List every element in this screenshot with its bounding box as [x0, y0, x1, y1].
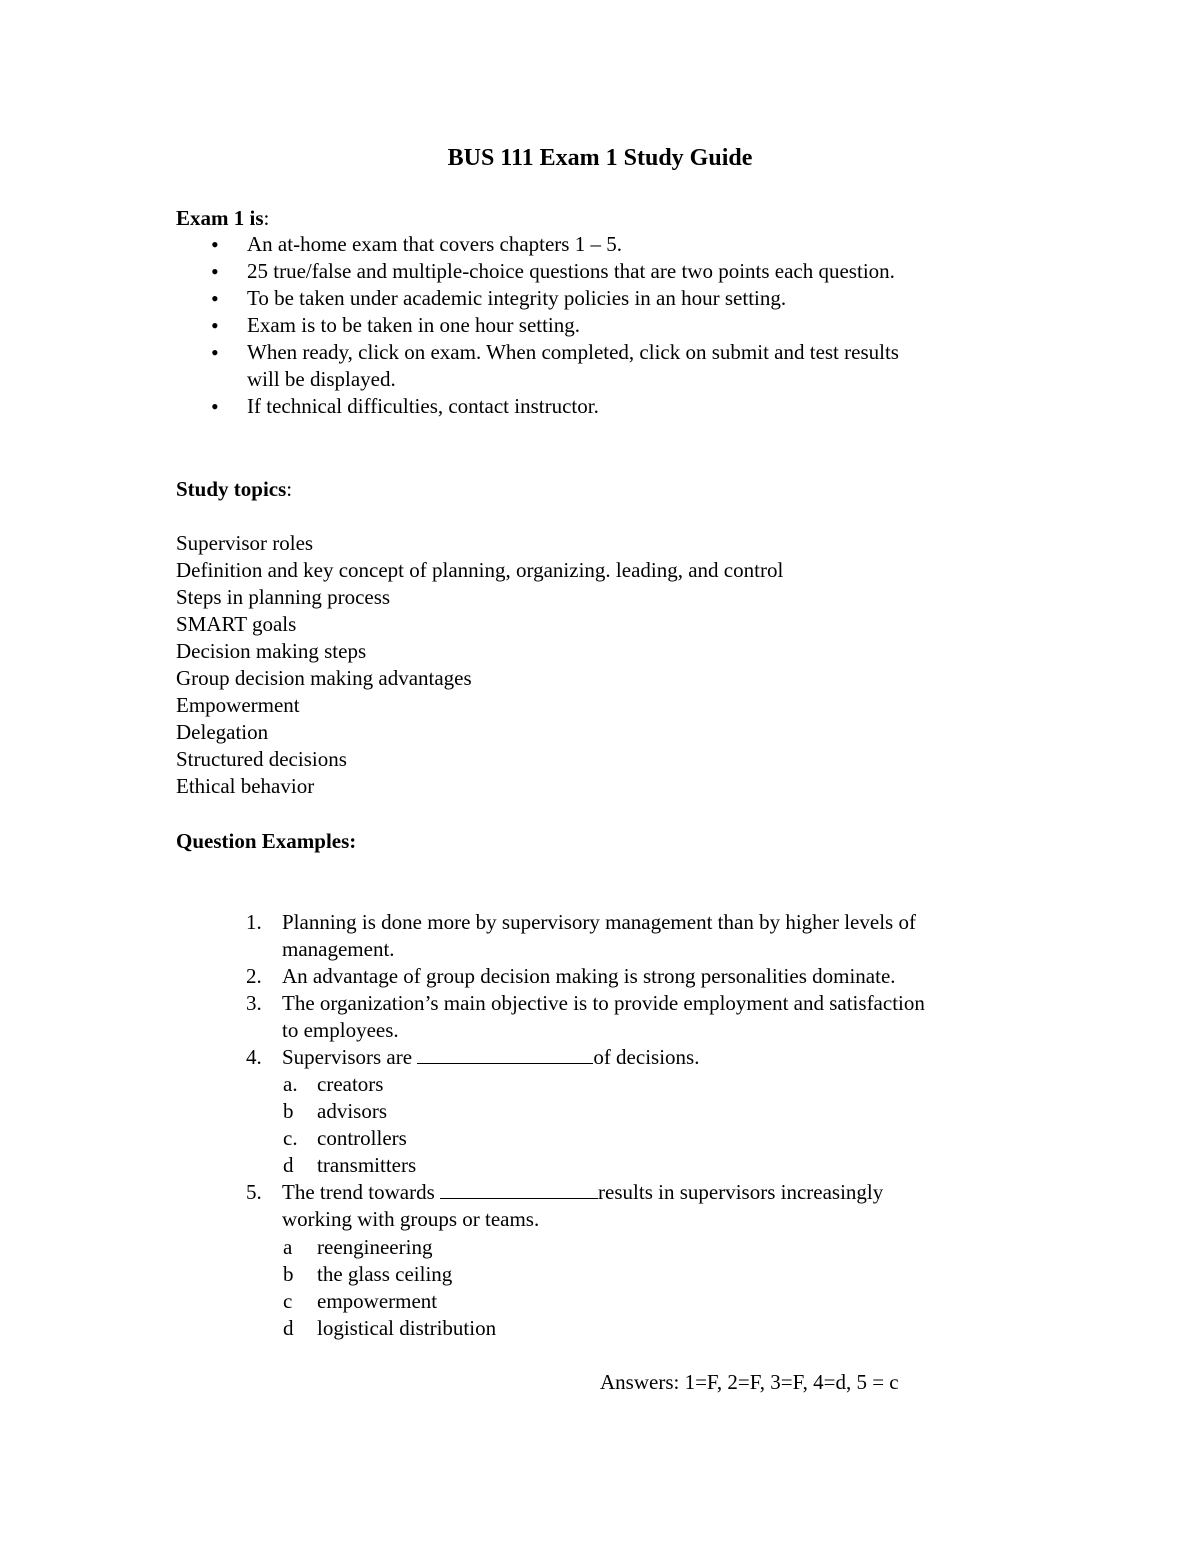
topic-item: SMART goals	[176, 612, 297, 636]
answer-key: Answers: 1=F, 2=F, 3=F, 4=d, 5 = c	[600, 1370, 899, 1394]
question-text: An advantage of group decision making is strong personalities dominate.	[282, 964, 896, 988]
question-text-after-blank: of decisions.	[593, 1045, 700, 1069]
exam-heading-text: Exam 1 is	[176, 206, 264, 230]
exam-bullet-item: When ready, click on exam. When completed, click on submit and test results	[247, 340, 899, 364]
option-letter: a	[283, 1235, 293, 1259]
question-text-before-blank: Supervisors are	[282, 1045, 418, 1069]
bullet-icon: •	[211, 340, 219, 365]
fill-in-blank	[417, 1045, 593, 1064]
question-number: 1.	[246, 910, 262, 934]
topic-item: Definition and key concept of planning, organizing. leading, and control	[176, 558, 784, 582]
exam-bullet-item: 25 true/false and multiple-choice questions that are two points each question.	[247, 259, 895, 283]
question-number: 2.	[246, 964, 262, 988]
topic-item: Steps in planning process	[176, 585, 391, 609]
question-number: 4.	[246, 1045, 262, 1069]
option-text: reengineering	[317, 1235, 433, 1259]
question-number: 3.	[246, 991, 262, 1015]
topic-item: Delegation	[176, 720, 269, 744]
topic-item: Decision making steps	[176, 639, 367, 663]
option-text: controllers	[317, 1126, 407, 1150]
option-text: logistical distribution	[317, 1316, 497, 1340]
topic-item: Group decision making advantages	[176, 666, 472, 690]
question-text	[282, 1179, 883, 1206]
question-text-after-blank: results in supervisors increasingly	[598, 1180, 884, 1204]
exam-bullet-item: An at-home exam that covers chapters 1 – 5.	[247, 232, 622, 256]
question-text-before-blank: The trend towards	[282, 1180, 441, 1204]
topic-item: Structured decisions	[176, 747, 347, 771]
option-text: advisors	[317, 1099, 387, 1123]
option-letter: c	[283, 1289, 293, 1313]
option-letter: d	[283, 1153, 294, 1177]
topics-section-heading	[176, 476, 292, 503]
question-text: The organization’s main objective is to provide employment and satisfaction	[282, 991, 925, 1015]
topic-item: Ethical behavior	[176, 774, 315, 798]
exam-bullet-item: To be taken under academic integrity policies in an hour setting.	[247, 286, 787, 310]
option-text: empowerment	[317, 1289, 438, 1313]
exam-bullet-item: If technical difficulties, contact instructor.	[247, 394, 599, 418]
question-text-continuation: working with groups or teams.	[282, 1207, 540, 1231]
bullet-icon: •	[211, 232, 219, 257]
exam-bullet-item-continuation: will be displayed.	[247, 367, 396, 391]
exam-bullet-item: Exam is to be taken in one hour setting.	[247, 313, 581, 337]
exam-section-heading	[176, 205, 269, 232]
option-text: creators	[317, 1072, 384, 1096]
bullet-icon: •	[211, 286, 219, 311]
option-letter: c.	[283, 1126, 298, 1150]
topic-item: Supervisor roles	[176, 531, 314, 555]
question-text	[282, 1044, 699, 1071]
bullet-icon: •	[211, 259, 219, 284]
topic-item: Empowerment	[176, 693, 300, 717]
question-text-continuation: management.	[282, 937, 395, 961]
option-text: transmitters	[317, 1153, 417, 1177]
exam-heading-colon: :	[263, 206, 270, 230]
topics-heading-text: Study topics	[176, 477, 287, 501]
option-letter: b	[283, 1099, 294, 1123]
option-letter: d	[283, 1316, 294, 1340]
topics-heading-colon: :	[286, 477, 293, 501]
option-text: the glass ceiling	[317, 1262, 453, 1286]
questions-section-heading: Question Examples:	[176, 829, 357, 853]
question-text-continuation: to employees.	[282, 1018, 399, 1042]
option-letter: b	[283, 1262, 294, 1286]
page-title: BUS 111 Exam 1 Study Guide	[447, 145, 753, 171]
bullet-icon: •	[211, 394, 219, 419]
bullet-icon: •	[211, 313, 219, 338]
question-number: 5.	[246, 1180, 262, 1204]
fill-in-blank	[440, 1180, 598, 1199]
option-letter: a.	[283, 1072, 298, 1096]
question-text: Planning is done more by supervisory management than by higher levels of	[282, 910, 916, 934]
